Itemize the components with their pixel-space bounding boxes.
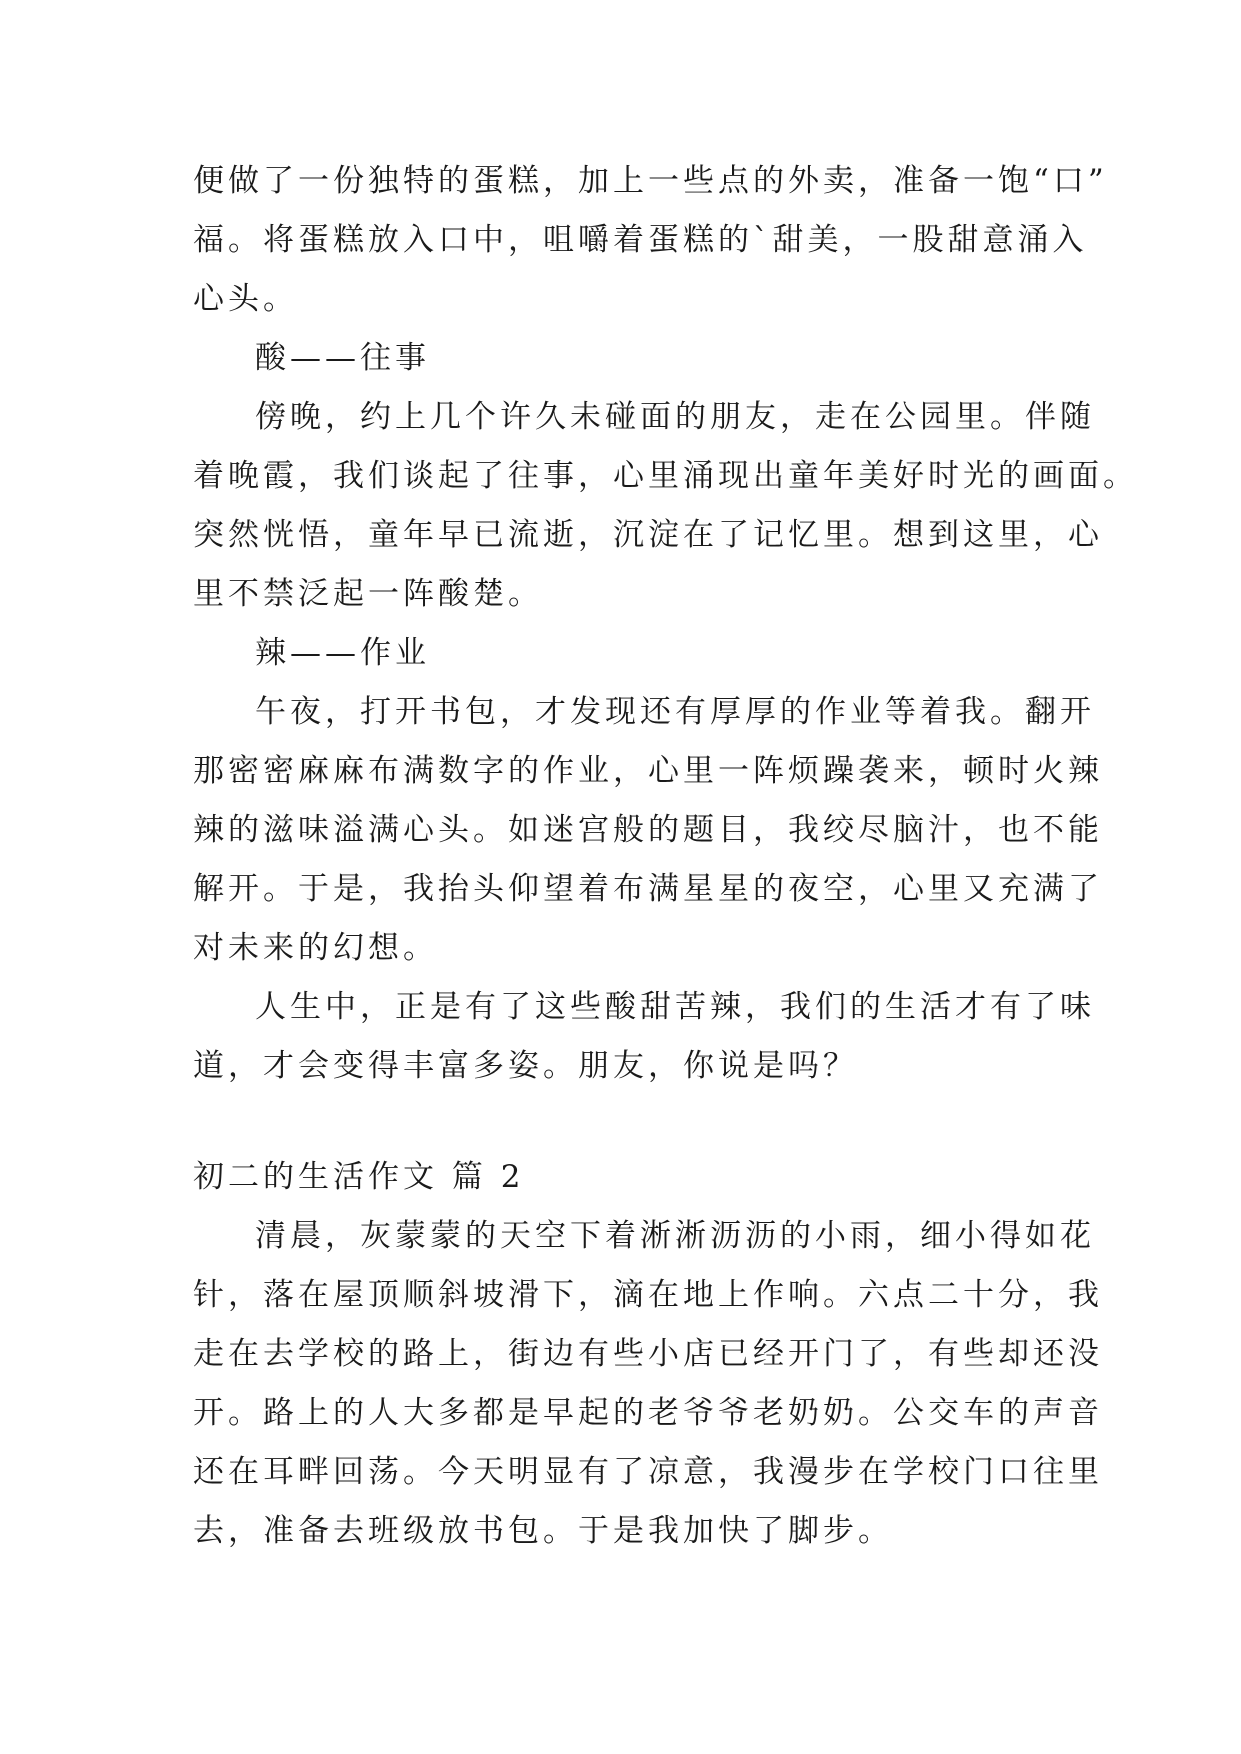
text-line: 突然恍悟，童年早已流逝，沉淀在了记忆里。想到这里，心 <box>193 517 1103 553</box>
text-line: 解开。于是，我抬头仰望着布满星星的夜空，心里又充满了 <box>193 871 1103 907</box>
text-line: 那密密麻麻布满数字的作业，心里一阵烦躁袭来，顿时火辣 <box>193 753 1103 789</box>
text-line: 午夜，打开书包，才发现还有厚厚的作业等着我。翻开 <box>255 694 1095 730</box>
text-line: 便做了一份独特的蛋糕，加上一些点的外卖，准备一饱“口” <box>193 163 1108 199</box>
text-line: 人生中，正是有了这些酸甜苦辣，我们的生活才有了味 <box>255 989 1095 1025</box>
text-line: 还在耳畔回荡。今天明显有了凉意，我漫步在学校门口往里 <box>193 1454 1103 1490</box>
text-line: 走在去学校的路上，街边有些小店已经开门了，有些却还没 <box>193 1336 1103 1372</box>
text-line: 心头。 <box>193 281 298 317</box>
text-line: 福。将蛋糕放入口中，咀嚼着蛋糕的`甜美，一股甜意涌入 <box>193 222 1088 258</box>
text-line: 傍晚，约上几个许久未碰面的朋友，走在公园里。伴随 <box>255 399 1095 435</box>
text-line: 道，才会变得丰富多姿。朋友，你说是吗？ <box>193 1048 858 1084</box>
section-title: 初二的生活作文 篇 2 <box>193 1159 525 1195</box>
text-line: 里不禁泛起一阵酸楚。 <box>193 576 543 612</box>
section-gap <box>193 1096 1063 1148</box>
text-line: 去，准备去班级放书包。于是我加快了脚步。 <box>193 1513 893 1549</box>
text-line: 着晚霞，我们谈起了往事，心里涌现出童年美好时光的画面。 <box>193 458 1138 494</box>
document-page <box>193 152 1138 1561</box>
text-line: 开。路上的人大多都是早起的老爷爷老奶奶。公交车的声音 <box>193 1395 1103 1431</box>
text-line: 针，落在屋顶顺斜坡滑下，滴在地上作响。六点二十分，我 <box>193 1277 1103 1313</box>
subheading-spicy: 辣——作业 <box>255 635 430 671</box>
text-line: 对未来的幻想。 <box>193 930 438 966</box>
text-line: 辣的滋味溢满心头。如迷宫般的题目，我绞尽脑汁，也不能 <box>193 812 1103 848</box>
text-line: 清晨，灰蒙蒙的天空下着淅淅沥沥的小雨，细小得如花 <box>255 1218 1095 1254</box>
subheading-sour: 酸——往事 <box>255 340 430 376</box>
